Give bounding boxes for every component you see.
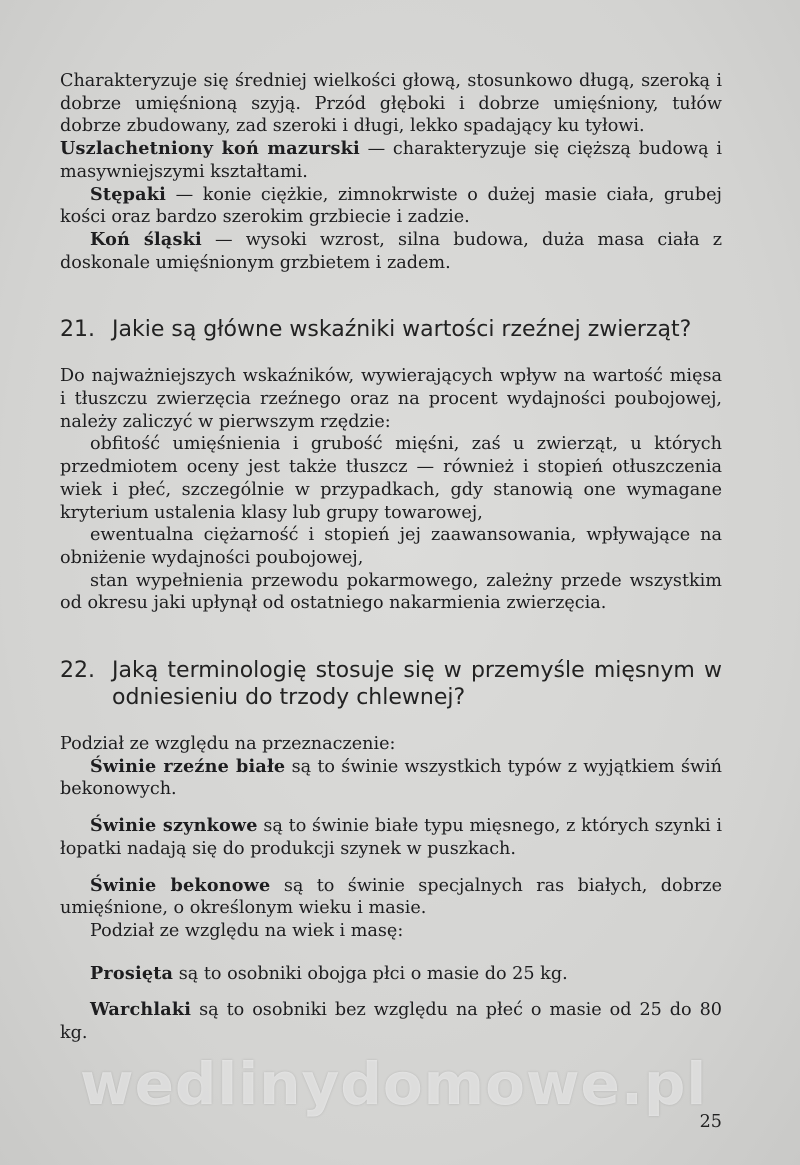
desc-prosieta: są to osobniki obojga płci o masie do 25 kg. — [173, 963, 568, 984]
term-prosieta: Prosięta — [90, 962, 174, 984]
page-number: 25 — [699, 1112, 722, 1132]
page-content — [60, 70, 722, 1045]
section-21-paragraph-4: stan wypełnienia przewodu pokarmowego, zależny przede wszystkim od okresu jaki upłynął od ostatniego nakarmienia zwierzęcia. — [60, 570, 722, 614]
term-swinie-bekonowe: Świnie bekonowe — [90, 874, 271, 896]
section-22-number: 22. — [60, 658, 95, 684]
term-swinie-rzezne: Świnie rzeźne białe — [90, 755, 286, 777]
section-21-title: Jakie są główne wskaźniki wartości rzeźnej zwierząt? — [112, 317, 692, 343]
section-22-paragraph-4 — [60, 875, 722, 920]
desc-slaski: — wysoki wzrost, silna budowa, duża masa ciała z doskonale umięśnionym grzbietem i zadem. — [60, 229, 722, 273]
section-21-heading — [60, 316, 722, 343]
desc-warchlaki: są to osobniki bez względu na płeć o masie od 25 do 80 kg. — [60, 1000, 722, 1044]
section-22-paragraph-6 — [60, 963, 722, 986]
section-22-heading — [60, 657, 722, 711]
section-21-paragraph-2: obfitość umięśnienia i grubość mięśni, zaś u zwierząt, u których przedmiotem oceny jest także tłuszcz — również i stopień otłuszczenia wiek i płeć, szczególnie w przypadkach, gdy stanowią one wymagane kryterium ustalenia klasy lub grupy towarowej, — [60, 434, 722, 523]
section-22-paragraph-5: Podział ze względu na wiek i masę: — [90, 920, 404, 941]
term-slaski: Koń śląski — [90, 228, 202, 250]
desc-swinie-szynkowe: są to świnie białe typu mięsnego, z których szynki i łopatki nadają się do produkcji szynek w puszkach. — [60, 816, 722, 859]
section-22-paragraph-3 — [60, 815, 722, 860]
term-swinie-szynkowe: Świnie szynkowe — [90, 815, 258, 837]
section-22-title: Jaką terminologię stosuje się w przemyśle mięsnym w odniesieniu do trzody chlewnej? — [112, 658, 722, 711]
paragraph-mazurski — [60, 138, 722, 183]
paragraph-slaski — [60, 229, 722, 274]
section-21-number: 21. — [60, 317, 95, 343]
term-warchlaki: Warchlaki — [90, 999, 192, 1021]
desc-stepaki: — konie ciężkie, zimnokrwiste o dużej masie ciała, grubej kości oraz bardzo szerokim grzbiecie i zadzie. — [60, 184, 722, 228]
paragraph-intro: Charakteryzuje się średniej wielkości głową, stosunkowo długą, szeroką i dobrze umięśnioną szyją. Przód głęboki i dobrze umięśniony, tułów dobrze zbudowany, zad szeroki i długi, lekko spadający ku tyłowi. — [60, 71, 722, 137]
section-22-paragraph-1: Podział ze względu na przeznaczenie: — [60, 734, 396, 755]
section-21-paragraph-3: ewentualna ciężarność i stopień jej zaawansowania, wpływające na obniżenie wydajności poubojowej, — [60, 525, 722, 568]
section-21-paragraph-1: Do najważniejszych wskaźników, wywierających wpływ na wartość mięsa i tłuszczu zwierzęcia rzeźnego oraz na procent wydajności poubojowej, należy zaliczyć w pierwszym rzędzie: — [60, 366, 722, 432]
section-22-paragraph-7 — [60, 999, 722, 1044]
watermark: wedlinydomowe.pl — [80, 1050, 708, 1118]
desc-swinie-bekonowe: są to świnie specjalnych ras białych, dobrze umięśnione, o określonym wieku i masie. — [60, 875, 722, 919]
paragraph-stepaki — [60, 184, 722, 229]
term-mazurski: Uszlachetniony koń mazurski — [60, 138, 360, 160]
term-stepaki: Stępaki — [90, 183, 167, 205]
desc-swinie-rzezne: są to świnie wszystkich typów z wyjątkiem świń bekonowych. — [60, 756, 722, 800]
section-22-paragraph-2 — [60, 756, 722, 801]
desc-mazurski: — charakteryzuje się cięższą budową i masywniejszymi kształtami. — [60, 139, 722, 182]
